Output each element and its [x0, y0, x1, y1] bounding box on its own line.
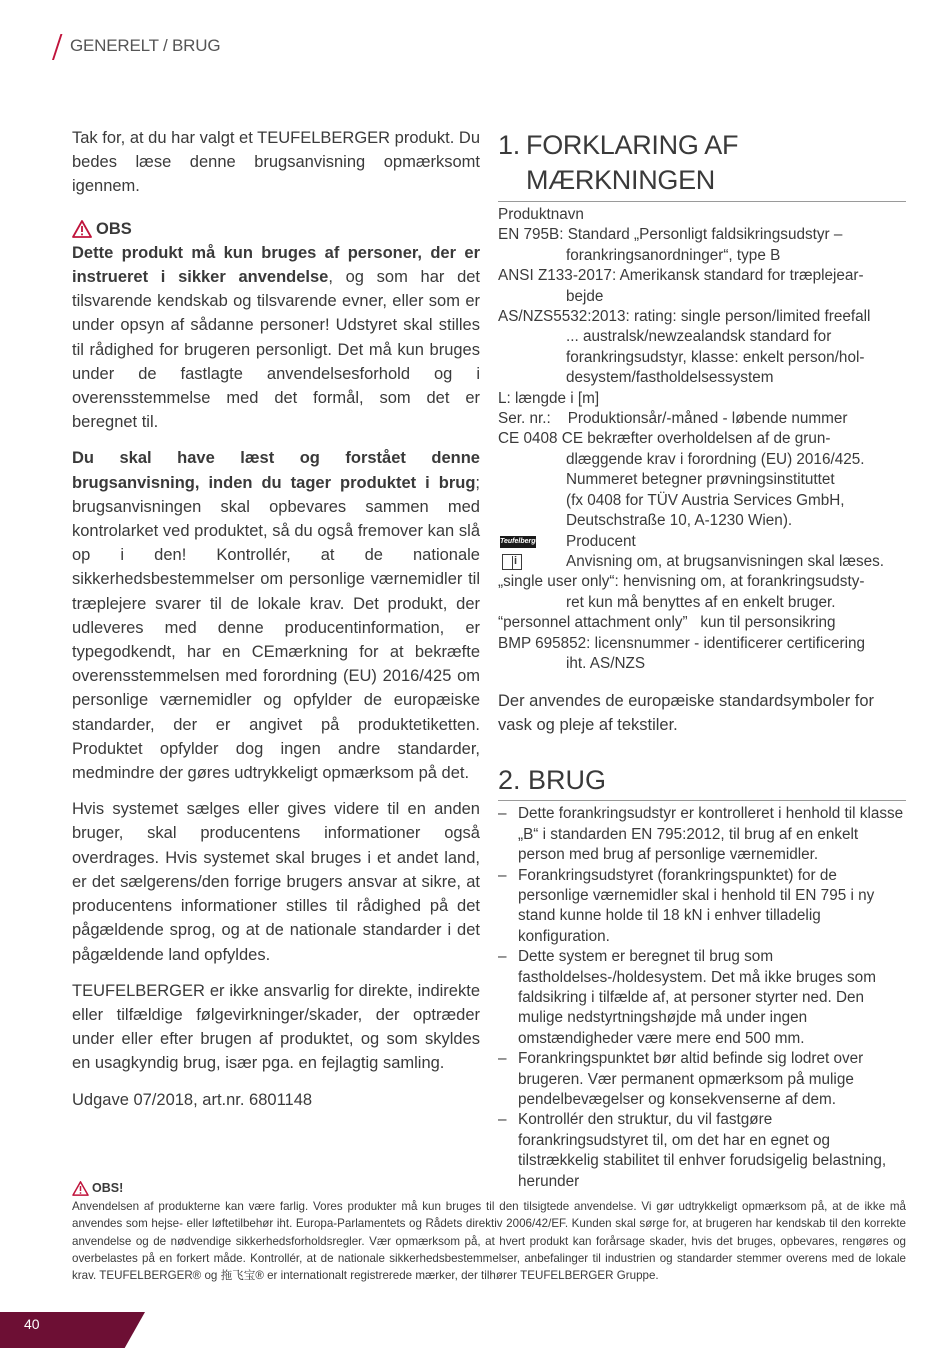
read-manual-icon [502, 554, 522, 570]
obs-label: OBS [96, 219, 132, 238]
must-read-rest-text: ; brugsanvisningen skal opbevares sammen med kontrolarket ved produktet, så du også fremover kan slå op i den! Kontrollér, at de nationale sikkerhedsbestemmelser om personlige værnemidler til træplejere svarer til de lokale krav. Det produkt, der udleveres med denne producentinformation, er typegodkendt, har en CEmærkning for at bekræfte overensstemmelsen med forordning (EU) 2016/425 om personlige værnemidler og opfylder de europæiske standarder, der er angivet på produktetiketten. Produktet opfylder dog ingen andre standarder, medmindre der gøres udtrykkeligt opmærksom på det. [72, 473, 480, 783]
footer-note-text: Anvendelsen af produkterne kan være farlig. Vores produkter må kun bruges til den tilsigtede anvendelse. Vi gør udtrykkeligt opmærksom på, at de ikke må anvendes som hejse- eller løftetilbehør iht. Europa-Parlamentets og Rådets direktiv 2006/42/EF. Kunden skal sørge for, at brugeren har kendskab til den korrekte anvendelse og de nødvendige sikkerhedsforholdsregler. Vær opmærksom på, at hvert produkt kan forårsage skader, hvis det bruges, opbevares, rengøres og overbelastes på en forkert måde. Kontrollér, at de nationale sikkerhedsbestemmelser, anbefalinger til industrien og standarder stemmer overens med de lokale krav. TEUFELBERGER® og 拖飞宝® er internationalt registrerede mærker, der tilhører TEUFELBERGER Gruppe. [72, 1200, 906, 1283]
single-user-line1: „single user only“: henvisning om, at forankringsudsty- [498, 573, 865, 591]
must-read-paragraph [72, 446, 480, 785]
serial-item: Ser. nr.: Produktionsår/-måned - løbende nummer [498, 410, 848, 428]
usage-list-item: – Dette system er beregnet til brug som fastholdelses-/holdesystem. Det må ikke bruges som faldsikring i tilfælde af, at personer styrter ned. Den mulige nedstyrtningshøjde må under ingen omstændigheder være mere end 500 mm. [498, 947, 906, 1049]
section-2-heading: 2. BRUG [498, 765, 607, 796]
producer-text: Producent [566, 532, 636, 550]
footer-warning [72, 1180, 906, 1284]
wash-symbols-paragraph: Der anvendes de europæiske standardsymboler for vask og pleje af tekstiler. [498, 692, 875, 734]
marking-list [498, 205, 906, 674]
ansi-line1: ANSI Z133-2017: Amerikansk standard for træplejear- [498, 267, 864, 285]
ansi-line2: bejde [566, 287, 604, 305]
producer-item [498, 532, 906, 552]
obs-paragraph [72, 241, 480, 435]
usage-list-item: – Dette forankringsudstyr er kontrolleret i henhold til klasse „B“ i standarden EN 795:2012, til brug af en enkelt person med brug af personlige værnemidler. [498, 804, 906, 865]
section-1-heading [498, 128, 906, 198]
asnzs-line1: AS/NZS5532:2013: rating: single person/limited freefall [498, 308, 871, 326]
single-user-line2: ret kun må benyttes af en enkelt bruger. [566, 593, 836, 611]
product-name-item: Produktnavn [498, 206, 584, 223]
asnzs-line4: desystem/fastholdelsessystem [566, 369, 774, 387]
header-slash [52, 34, 62, 60]
manual-item [498, 552, 906, 572]
length-item: L: længde i [m] [498, 389, 600, 407]
must-read-bold-text: Du skal have læst og forstået denne brugsanvisning, inden du tager produktet i brug [72, 449, 480, 492]
resale-paragraph: Hvis systemet sælges eller gives videre til en anden bruger, skal producentens informationer også overdrages. Hvis systemet skal bruges i et andet land, er det sælgerens/den forrige brugers ansvar at sikre, at producentens informationer stilles til rådighed på det pågældende sprog, og at de nationale standarder i det pågældende land opfyldes. [72, 800, 480, 964]
usage-list-item: – Forankringspunktet bør altid befinde sig lodret over brugeren. Vær permanent opmærksom på mulige pendelbevægelser og konsekvenserne af dem. [498, 1049, 906, 1110]
usage-list-item: – Kontrollér den struktur, du vil fastgøre forankringsudstyret til, om det har en egnet og tilstrækkelig stabilitet til enhver forudsigelig belastning, herunder [498, 1110, 906, 1192]
bmp-line1: BMP 695852: licensnummer - identificerer certificering [498, 634, 865, 652]
page-number: 40 [24, 1316, 40, 1332]
right-column [498, 128, 906, 1192]
obs-bold-text: Dette produkt må kun bruges af personer, der er instrueret i sikker anvendelse [72, 243, 480, 287]
warning-icon [72, 1181, 89, 1196]
footer-obs-label: OBS! [92, 1181, 124, 1195]
section-1-title-line1: FORKLARING AF [526, 130, 739, 160]
section-divider [498, 800, 906, 801]
obs-rest-text: , og som har det tilsvarende kendskab og tilsvarende evner, eller som er under opsyn af sådanne personer! Udstyret skal stilles til rådighed for brugeren personligt. Det må kun bruges under de fastlagte anvendelsesforhold og i overensstemmelse med det formål, som det er beregnet til. [72, 268, 481, 432]
section-divider [498, 201, 906, 202]
footer-obs-heading [72, 1180, 906, 1197]
left-column [72, 126, 480, 1112]
edition-text: Udgave 07/2018, art.nr. 6801148 [72, 1090, 313, 1109]
ce-line3: Nummeret betegner prøvningsinstituttet [566, 471, 835, 489]
usage-list [498, 804, 906, 1192]
bmp-line2: iht. AS/NZS [566, 654, 646, 672]
ce-line1: CE 0408 CE bekræfter overholdelsen af de grun- [498, 430, 831, 448]
asnzs-line2: ... australsk/newzealandsk standard for [566, 328, 832, 346]
ce-line4: (fx 0408 for TÜV Austria Services GmbH, [566, 491, 845, 509]
manual-text: Anvisning om, at brugsanvisningen skal læses. [566, 552, 885, 570]
intro-paragraph: Tak for, at du har valgt et TEUFELBERGER produkt. Du bedes læse denne brugsanvisning opmærksomt igennem. [72, 129, 480, 196]
teufelberger-logo-icon: Teufelberger [500, 536, 536, 548]
ce-line2: dlæggende krav i forordning (EU) 2016/425. [566, 450, 865, 468]
header-title: GENERELT / BRUG [70, 36, 221, 55]
section-1-number: 1. [498, 130, 520, 160]
ce-line5: Deutschstraße 10, A-1230 Wien). [566, 512, 793, 530]
en795-line1: EN 795B: Standard „Personligt faldsikringsudstyr – [498, 226, 843, 244]
section-1-title-line2: MÆRKNINGEN [526, 165, 716, 195]
usage-list-item: – Forankringsudstyret (forankringspunktet) for de personlige værnemidler skal i henhold til EN 795 i ny stand kunne holde til 18 kN i enhver tilladelig konfiguration. [498, 866, 906, 948]
warning-icon [72, 220, 92, 238]
personnel-item: “personnel attachment only” kun til personsikring [498, 614, 836, 632]
page-number-tab [0, 1312, 145, 1348]
asnzs-line3: forankringsudstyr, klasse: enkelt person/hol- [566, 348, 865, 366]
obs-heading [72, 217, 480, 241]
liability-paragraph: TEUFELBERGER er ikke ansvarlig for direkte, indirekte eller tilfældige følgevirkninger/skader, der optræder under eller efter brugen af produktet, og som skyldes en usagkyndig brug, især pga. en fejlagtig samling. [72, 981, 480, 1073]
en795-line2: forankringsanordninger“, type B [566, 246, 781, 264]
